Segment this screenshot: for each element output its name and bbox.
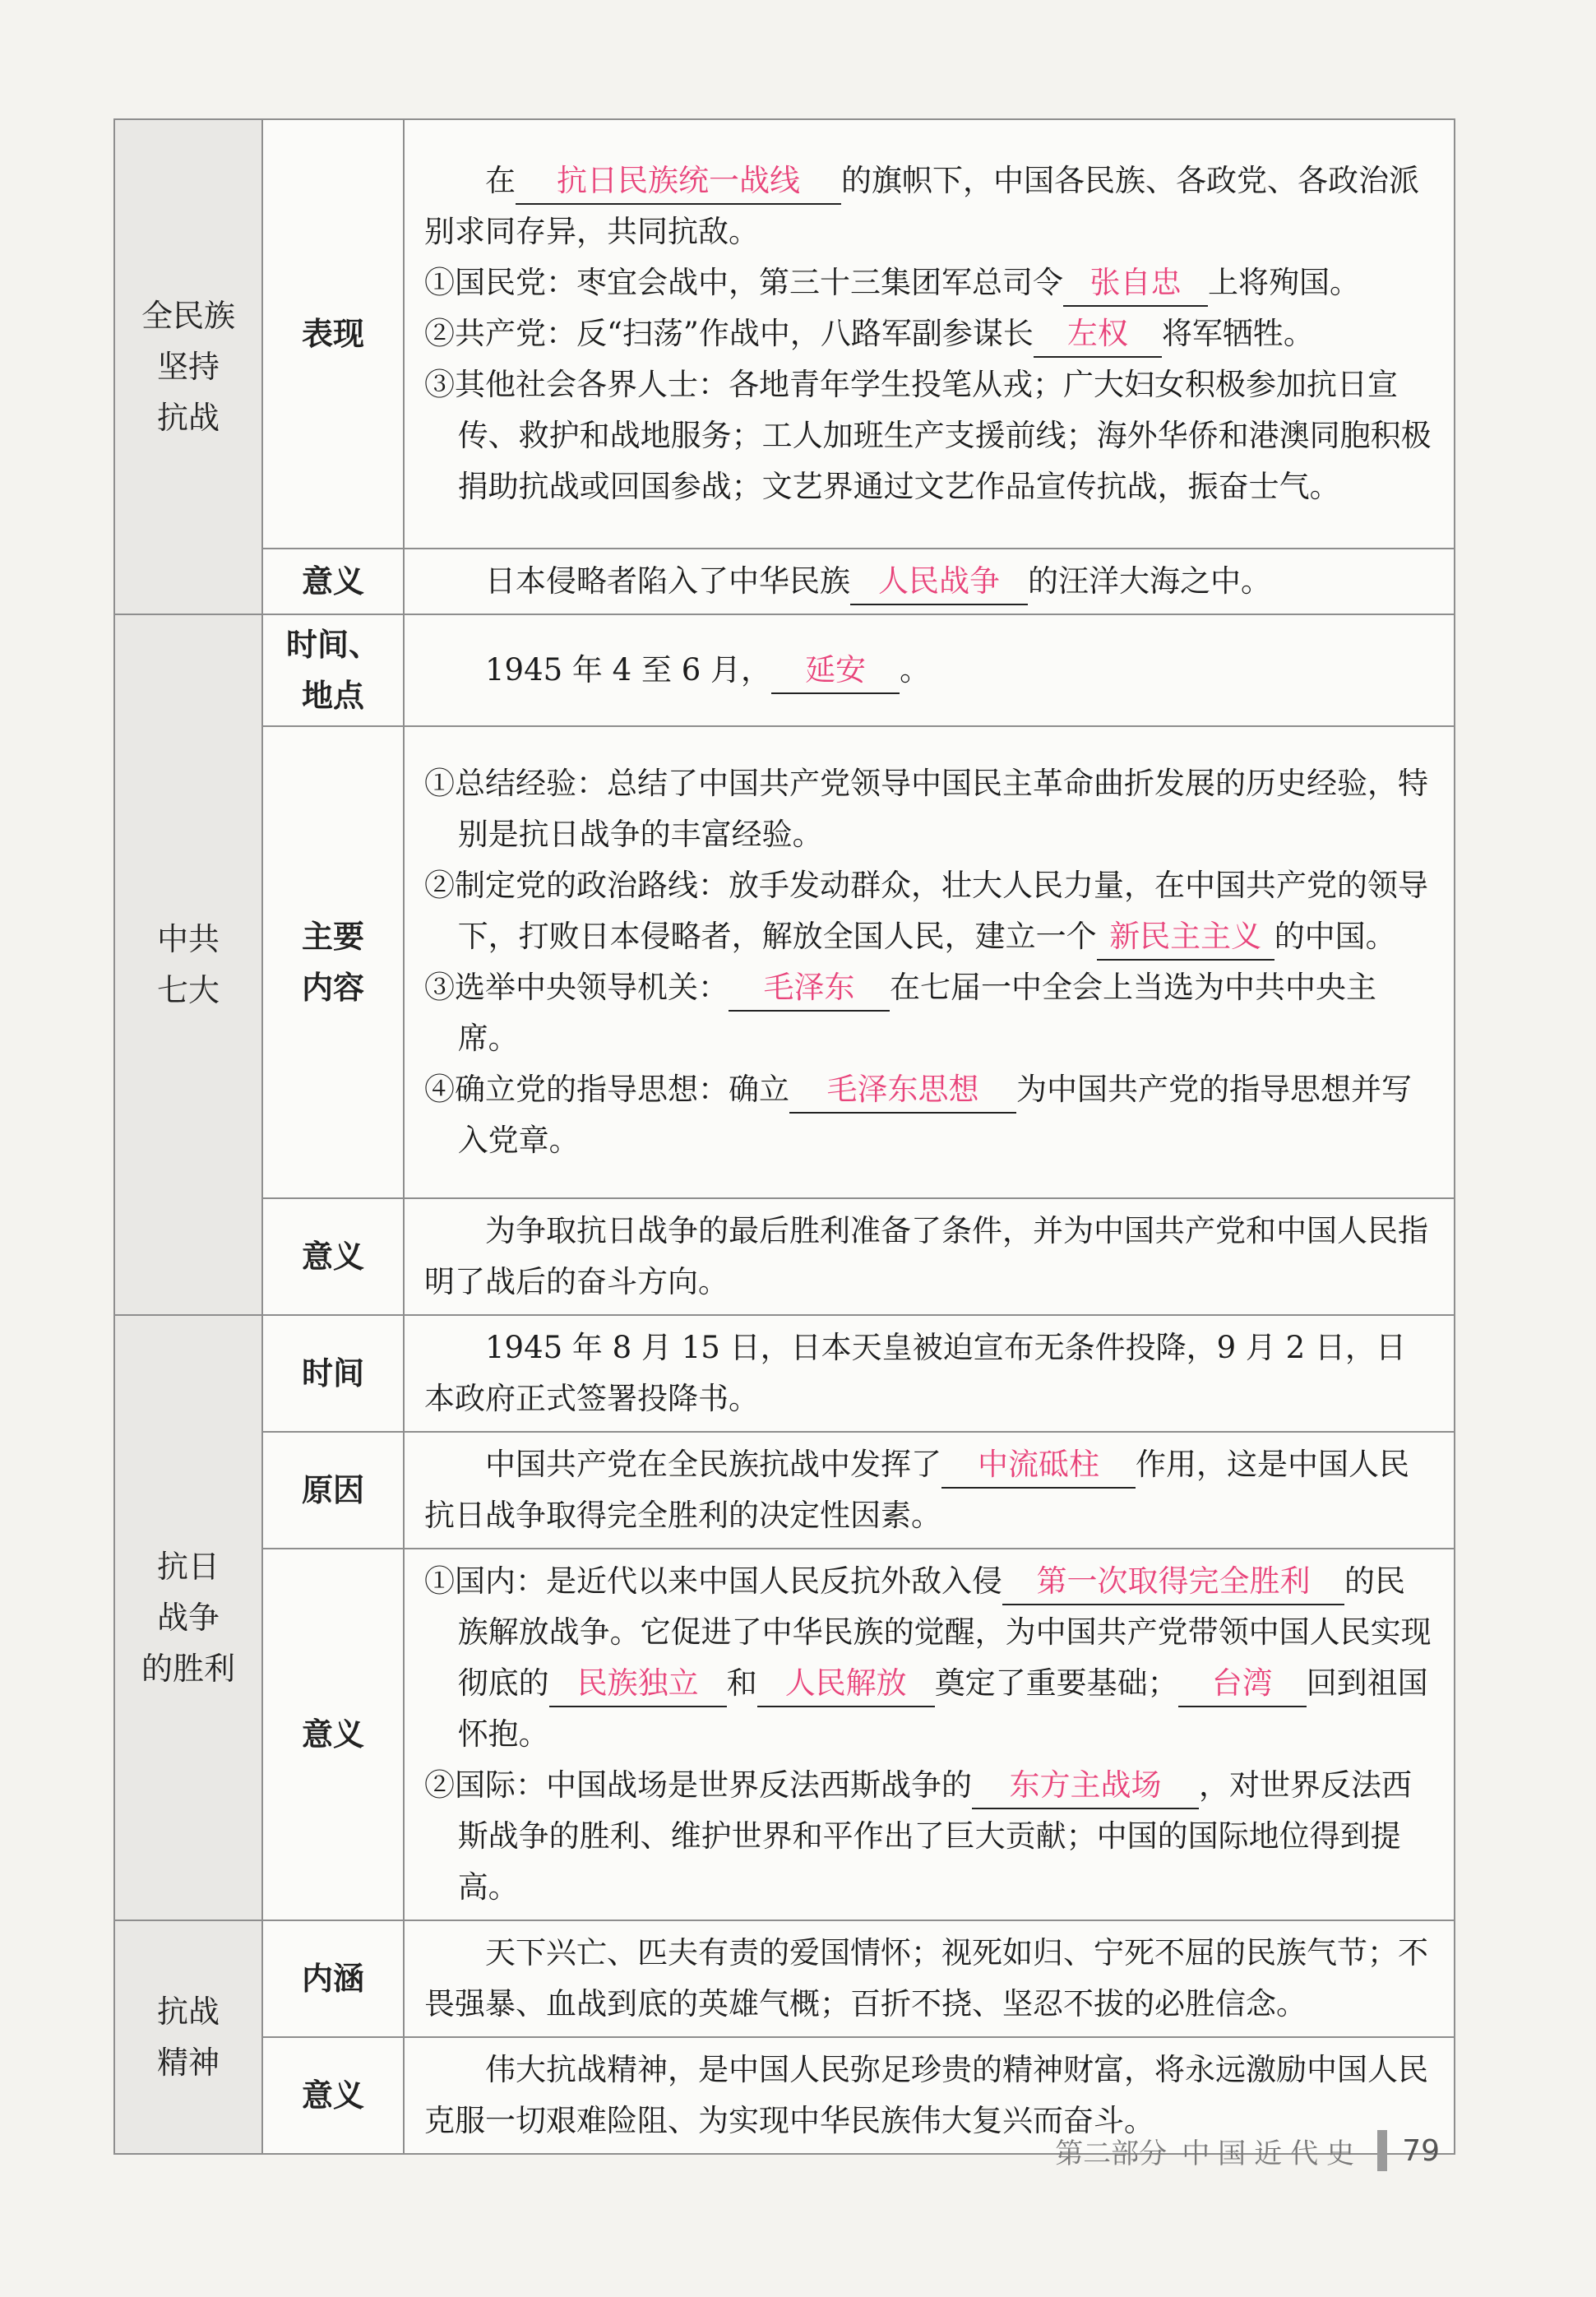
section-cell (114, 119, 262, 614)
section-line: 精神 (156, 2045, 220, 2081)
knowledge-table (113, 118, 1455, 2155)
section-line: 抗战 (156, 400, 220, 436)
section-line: 全民族 (141, 298, 235, 334)
answer-blank: 毛泽东思想 (789, 1067, 1016, 1114)
list-item: ①国民党：枣宜会战中，第三十三集团军总司令 张自忠 上将殉国。 (424, 257, 1434, 308)
answer-blank: 第一次取得完全胜利 (1002, 1559, 1344, 1605)
content-cell (404, 726, 1455, 1198)
paragraph: 伟大抗战精神，是中国人民弥足珍贵的精神财富，将永远激励中国人民克服一切艰难险阻、为实现中华民族伟大复兴而奋斗。 (424, 2052, 1428, 2138)
list-item: ②制定党的政治路线：放手发动群众，壮大人民力量，在中国共产党的领导下，打败日本侵略者，解放全国人民，建立一个 新民主主义 的中国。 (424, 860, 1434, 962)
row-label: 意义 (262, 1198, 404, 1315)
table-row (114, 726, 1455, 1198)
paragraph: 为争取抗日战争的最后胜利准备了条件，并为中国共产党和中国人民指明了战后的奋斗方向。 (424, 1213, 1428, 1299)
table-row (114, 549, 1455, 614)
section-cell (114, 614, 262, 1315)
row-label: 表现 (262, 119, 404, 549)
content-cell (404, 119, 1455, 549)
list-item: ②国际：中国战场是世界反法西斯战争的 东方主战场 ，对世界反法西斯战争的胜利、维护世界和平作出了巨大贡献；中国的国际地位得到提高。 (424, 1760, 1434, 1913)
section-line: 的胜利 (141, 1651, 235, 1687)
section-cell (114, 1920, 262, 2154)
row-label: 时间、 地点 (262, 614, 404, 726)
answer-blank: 东方主战场 (972, 1763, 1199, 1809)
answer-blank: 毛泽东 (729, 966, 890, 1012)
list-item: ②共产党：反“扫荡”作战中，八路军副参谋长 左权 将军牺牲。 (424, 308, 1434, 359)
content-cell (404, 1549, 1455, 1920)
table-row (114, 1315, 1455, 1432)
row-label: 意义 (262, 549, 404, 614)
answer-blank: 民族独立 (549, 1661, 727, 1707)
paragraph: 在 抗日民族统一战线 的旗帜下，中国各民族、各政党、各政治派别求同存异，共同抗敌。 (424, 155, 1434, 257)
row-label: 意义 (262, 1549, 404, 1920)
section-line: 中共 (156, 921, 220, 957)
page-number: 79 (1402, 2133, 1440, 2168)
row-label: 原因 (262, 1432, 404, 1549)
section-line: 七大 (156, 972, 220, 1008)
table-row (114, 119, 1455, 549)
answer-blank: 抗日民族统一战线 (516, 159, 841, 205)
section-cell (114, 1315, 262, 1920)
content-cell (404, 1432, 1455, 1549)
list-item: ①国内：是近代以来中国人民反抗外敌入侵 第一次取得完全胜利 的民族解放战争。它促进了中华民族的觉醒，为中国共产党带领中国人民实现彻底的 民族独立 和 人民解放 奠定了重要基础； 台湾 回到祖国怀抱。 (424, 1556, 1434, 1760)
row-label: 时间 (262, 1315, 404, 1432)
row-label: 内涵 (262, 1920, 404, 2037)
page-footer (1055, 2130, 1440, 2171)
paragraph: 中国共产党在全民族抗战中发挥了 中流砥柱 作用，这是中国人民抗日战争取得完全胜利的决定性因素。 (424, 1439, 1434, 1541)
paragraph: 日本侵略者陷入了中华民族 人民战争 的汪洋大海之中。 (424, 556, 1434, 607)
table-row (114, 1198, 1455, 1315)
footer-part: 第二部分 (1055, 2137, 1168, 2170)
answer-blank: 中流砥柱 (941, 1443, 1136, 1489)
section-line: 战争 (156, 1600, 220, 1636)
row-label: 主要 内容 (262, 726, 404, 1198)
list-item: ①总结经验：总结了中国共产党领导中国民主革命曲折发展的历史经验，特别是抗日战争的丰富经验。 (424, 766, 1428, 852)
table-row (114, 1432, 1455, 1549)
answer-blank: 张自忠 (1063, 261, 1208, 307)
content-cell (404, 1198, 1455, 1315)
list-item: ③选举中央领导机关： 毛泽东 在七届一中全会上当选为中共中央主席。 (424, 962, 1434, 1064)
answer-blank: 台湾 (1178, 1661, 1307, 1707)
answer-blank: 新民主主义 (1097, 915, 1274, 961)
row-label: 意义 (262, 2037, 404, 2154)
answer-blank: 人民解放 (757, 1661, 935, 1707)
content-cell (404, 1315, 1455, 1432)
list-item: ④确立党的指导思想：确立 毛泽东思想 为中国共产党的指导思想并写入党章。 (424, 1064, 1434, 1166)
paragraph: 1945 年 4 至 6 月， 延安 。 (424, 645, 1434, 696)
answer-blank: 延安 (771, 648, 900, 694)
paragraph: 1945 年 8 月 15 日，日本天皇被迫宣布无条件投降，9 月 2 日，日本政府正式签署投降书。 (424, 1330, 1406, 1416)
section-line: 坚持 (156, 349, 220, 385)
content-cell (404, 614, 1455, 726)
section-line: 抗日 (156, 1549, 220, 1585)
footer-title: 中国近代史 (1182, 2137, 1363, 2170)
paragraph: 天下兴亡、匹夫有责的爱国情怀；视死如归、宁死不屈的民族气节；不畏强暴、血战到底的英雄气概；百折不挠、坚忍不拔的必胜信念。 (424, 1935, 1428, 2021)
answer-blank: 左权 (1034, 312, 1162, 358)
table-row (114, 614, 1455, 726)
answer-blank: 人民战争 (850, 559, 1028, 605)
section-line: 抗战 (156, 1994, 220, 2030)
content-cell (404, 1920, 1455, 2037)
table-row (114, 1920, 1455, 2037)
table-row (114, 1549, 1455, 1920)
list-item: ③其他社会各界人士：各地青年学生投笔从戎；广大妇女积极参加抗日宣传、救护和战地服务；工人加班生产支援前线；海外华侨和港澳同胞积极捐助抗战或回国参战；文艺界通过文艺作品宣传抗战，振奋士气。 (424, 367, 1432, 504)
footer-divider (1377, 2130, 1387, 2171)
content-cell (404, 549, 1455, 614)
